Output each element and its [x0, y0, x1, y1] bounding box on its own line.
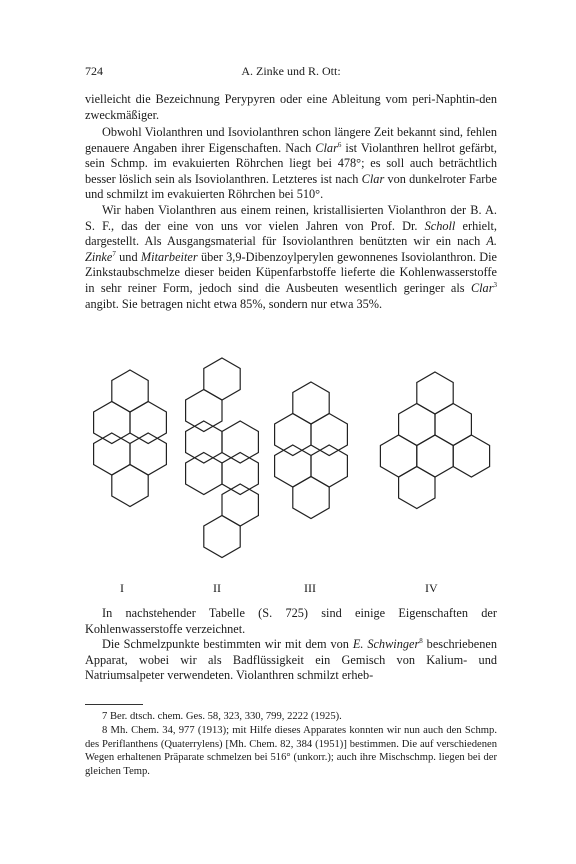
paragraph-4: Die Schmelzpunkte bestimmten wir mit dem von E. Schwinger$^8$ beschriebenen Apparat, wobei wir als Badflüssigkeit ein Gemisch von Kalium- und Natriumsalpeter verwendeten. Violanthren schmilzt erheb- [85, 637, 498, 683]
ring [222, 421, 258, 463]
ring [112, 370, 148, 412]
label-ii: II [213, 581, 221, 595]
ring [275, 414, 311, 456]
ring [293, 477, 329, 519]
paragraph-2: Wir haben Violanthren aus einem reinen, kristallisierten Violanthron der B. A. S. F., das der eine von uns vor vielen Jahren von Prof. Dr. Scholl erhielt, dargestellt. Als Ausgangsmaterial für Isoviolanthren benützten wir ein nach A. Zinke$^7$ und Mitarbeiter über 3,9-Dibenzoylperylen gewonnenes Isoviolanthron. Die Zinkstaubschmelze dieser beiden Küpenfarbstoffe lieferte die Kohlenwasserstoffe in sehr reiner Form, jedoch sind die Ausbeuten wesentlich geringer als Clar$^3$ angibt. Sie betragen nicht etwa 85%, sondern nur etwa 35%. [85, 202, 497, 311]
running-title: A. Zinke und R. Ott: [241, 64, 341, 78]
footnote-rule [85, 704, 143, 705]
ring [94, 433, 130, 475]
ring [204, 358, 240, 400]
ring [293, 382, 329, 424]
ring [311, 445, 347, 487]
ring [204, 516, 240, 558]
ring [311, 414, 347, 456]
ring [94, 402, 130, 444]
ring [222, 484, 258, 526]
structure-ii [186, 358, 259, 558]
paragraph-1: Obwohl Violanthren und Isoviolanthren schon längere Zeit bekannt sind, fehlen genauere Angaben ihrer Eigenschaften. Nach Clar$^6$ ist Violanthren hellrot gefärbt, sein Schmp. im evakuierten Röhrchen liegt bei 478°; es soll auch beträchtlich besser löslich sein als Isoviolanthren. Letzteres ist nach Clar von dunkelroter Farbe und schmilzt im evakuierten Röhrchen bei 510°. [85, 125, 497, 202]
footnote-8: 8 Mh. Chem. 34, 977 (1913); mit Hilfe dieses Apparates konnten wir nun auch den Schmp. des Periflanthens (Quaterrylens) [Mh. Chem. 82, 384 (1951)] bestimmen. Die auf verschiedenen Wegen erhaltenen Präparate schmelzen bei 516° (unkorr.); auch ihre Mischschmp. liegen bei der gleichen Temp. [85, 725, 497, 777]
ring [435, 404, 471, 446]
ring [399, 467, 435, 509]
ring [186, 390, 222, 432]
label-i: I [120, 581, 124, 595]
ring [186, 421, 222, 463]
ring [417, 435, 453, 477]
footnote-7: 7 Ber. dtsch. chem. Ges. 58, 323, 330, 799, 2222 (1925). [102, 711, 342, 722]
ring [186, 453, 222, 495]
paragraph-3: In nachstehender Tabelle (S. 725) sind einige Eigenschaften der Kohlenwasserstoffe verzeichnet. [85, 606, 497, 636]
body-text-2 [85, 606, 497, 684]
ring [417, 372, 453, 414]
ring [275, 445, 311, 487]
structure-i [94, 370, 167, 507]
intro-paragraph: vielleicht die Bezeichnung Perypyren oder eine Ableitung vom peri-Naphtin-den zweckmäßiger. [85, 92, 497, 122]
label-iv: IV [425, 581, 438, 595]
label-iii: III [304, 581, 316, 595]
page-number: 724 [85, 64, 103, 78]
ring [380, 435, 416, 477]
structure-iii [275, 382, 348, 519]
ring [399, 404, 435, 446]
ring [112, 465, 148, 507]
structure-iv [380, 372, 489, 509]
ring [222, 453, 258, 495]
ring [453, 435, 489, 477]
footnotes [85, 710, 497, 779]
ring [130, 433, 166, 475]
ring [130, 402, 166, 444]
